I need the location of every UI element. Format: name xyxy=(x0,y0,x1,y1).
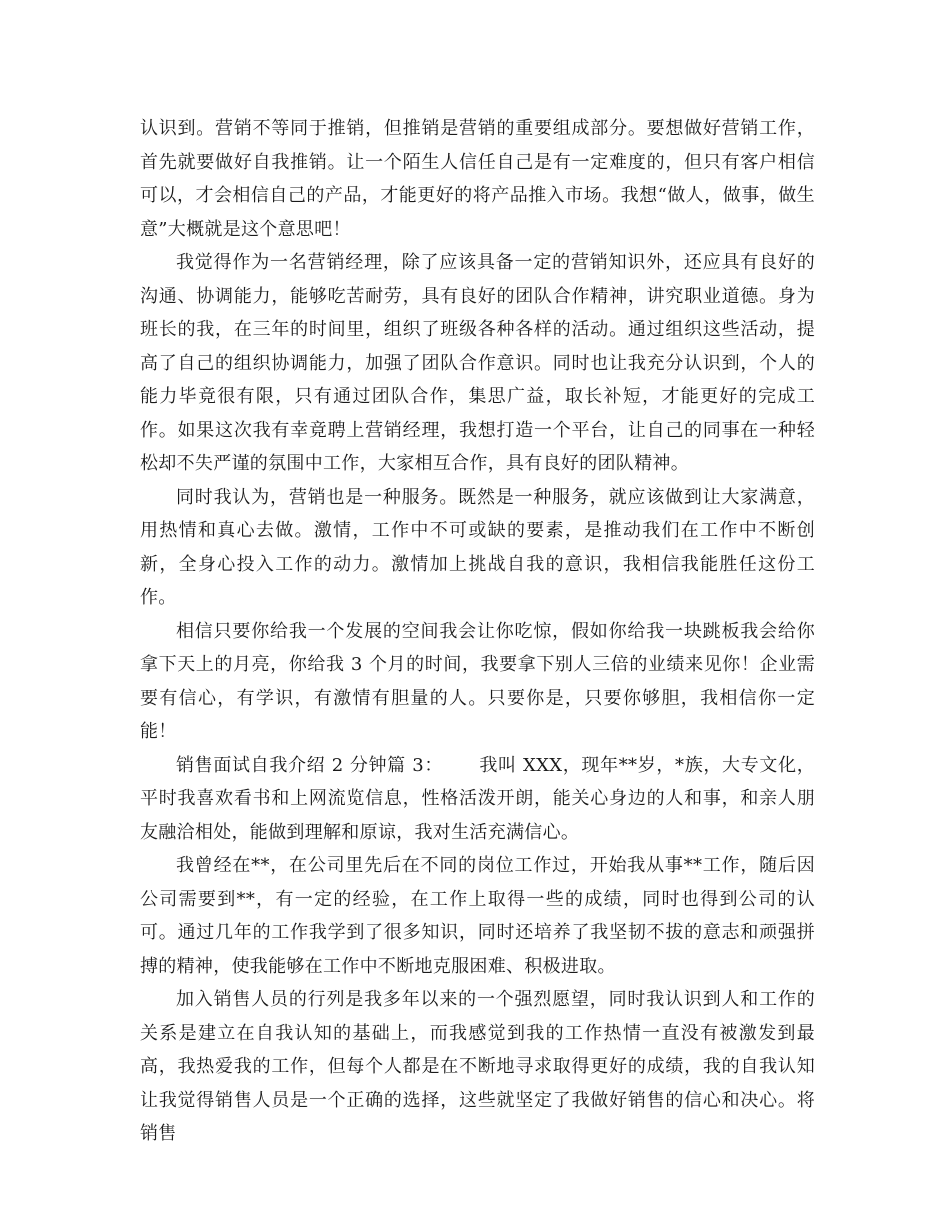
document-body xyxy=(140,112,815,1151)
paragraph-5 xyxy=(140,749,815,850)
paragraph-3: 同时我认为，营销也是一种服务。既然是一种服务，就应该做到让大家满意，用热情和真心去做。激情，工作中不可或缺的要素，是推动我们在工作中不断创新，全身心投入工作的动力。激情加上挑战自我的意识，我相信我能胜任这份工作。 xyxy=(140,486,815,608)
paragraph-2: 我觉得作为一名营销经理，除了应该具备一定的营销知识外，还应具有良好的沟通、协调能力，能够吃苦耐劳，具有良好的团队合作精神，讲究职业道德。身为班长的我，在三年的时间里，组织了班级各种各样的活动。通过组织这些活动，提高了自己的组织协调能力，加强了团队合作意识。同时也让我充分认识到，个人的能力毕竟很有限，只有通过团队合作，集思广益，取长补短，才能更好的完成工作。如果这次我有幸竟聘上营销经理，我想打造一个平台，让自己的同事在一种轻松却不失严谨的氛围中工作，大家相互合作，具有良好的团队精神。 xyxy=(140,252,815,474)
paragraph-4: 相信只要你给我一个发展的空间我会让你吃惊，假如你给我一块跳板我会给你拿下天上的月亮，你给我 3 个月的时间，我要拿下别人三倍的业绩来见你！企业需要有信心，有学识，有激情有胆量的人。只要你是，只要你够胆，我相信你一定能！ xyxy=(140,620,815,742)
paragraph-7: 加入销售人员的行列是我多年以来的一个强烈愿望，同时我认识到人和工作的关系是建立在自我认知的基础上，而我感觉到我的工作热情一直没有被激发到最高，我热爱我的工作，但每个人都是在不断地寻求取得更好的成绩，我的自我认知让我觉得销售人员是一个正确的选择，这些就坚定了我做好销售的信心和决心。将销售 xyxy=(140,989,815,1144)
section-heading: 销售面试自我介绍 2 分钟篇 3： xyxy=(176,754,443,776)
paragraph-1: 认识到。营销不等同于推销，但推销是营销的重要组成部分。要想做好营销工作，首先就要做好自我推销。让一个陌生人信任自己是有一定难度的，但只有客户相信可以，才会相信自己的产品，才能更好的将产品推入市场。我想“做人，做事，做生意”大概就是这个意思吧！ xyxy=(140,118,815,240)
paragraph-6: 我曾经在**，在公司里先后在不同的岗位工作过，开始我从事**工作，随后因公司需要到**，有一定的经验，在工作上取得一些的成绩，同时也得到公司的认可。通过几年的工作我学到了很多知识，同时还培养了我坚韧不拔的意志和顽强拼搏的精神，使我能够在工作中不断地克服困难、积极进取。 xyxy=(140,855,815,977)
paragraph-5-text: 我叫 XXX，现年**岁，*族，大专文化，平时我喜欢看书和上网流览信息，性格活泼开朗，能关心身边的人和事，和亲人朋友融洽相处，能做到理解和原谅，我对生活充满信心。 xyxy=(140,754,815,843)
